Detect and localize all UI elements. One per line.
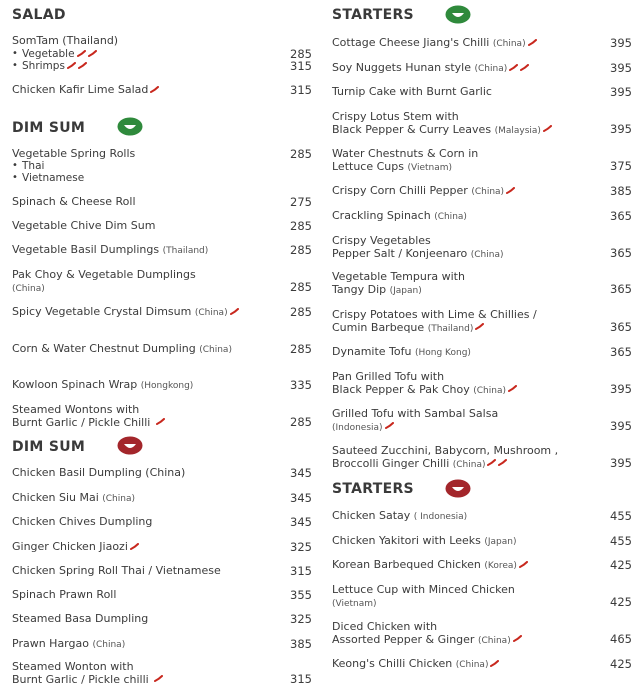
item-name xyxy=(332,510,467,524)
item-region: (Japan) xyxy=(484,537,517,547)
item-name-text: Kowloon Spinach Wrap xyxy=(12,378,138,391)
item-name xyxy=(332,86,492,99)
item-price: 365 xyxy=(610,246,632,260)
item-price: 385 xyxy=(610,184,632,198)
chilli-icon xyxy=(150,86,159,93)
item-region: (Hong Kong) xyxy=(414,348,471,358)
item-name xyxy=(12,269,196,295)
section-title-starters-nonveg: STARTERS xyxy=(332,481,414,497)
item-name-text: Pak Choy & Vegetable Dumplings xyxy=(12,268,196,281)
item-price: 395 xyxy=(610,122,632,136)
item-name xyxy=(332,185,515,199)
item-price: 275 xyxy=(290,195,312,209)
item-name-text: Steamed Wontons with xyxy=(12,403,140,416)
item-name-text-line2: Broccolli Ginger Chilli xyxy=(332,456,450,470)
item-price: 285 xyxy=(290,147,312,161)
item-name-text: Chicken Basil Dumpling (China) xyxy=(12,466,186,479)
item-name-text: Dynamite Tofu xyxy=(332,345,412,358)
item-name xyxy=(12,343,232,357)
item-name xyxy=(12,541,139,554)
item-name xyxy=(332,210,467,224)
item-name-text: Soy Nuggets Hunan style xyxy=(332,61,471,74)
item-price: 315 xyxy=(290,672,312,686)
item-price: 285 xyxy=(290,280,312,294)
item-price: 425 xyxy=(610,657,632,671)
item-price: 365 xyxy=(610,282,632,296)
item-price: 335 xyxy=(290,378,312,392)
item-name-text: Chicken Siu Mai xyxy=(12,491,99,504)
item-region: (China) xyxy=(473,385,506,396)
item-price: 395 xyxy=(610,61,632,75)
item-name xyxy=(12,613,148,626)
item-price: 385 xyxy=(290,637,312,651)
option-vegetable: • Vegetable xyxy=(12,48,97,60)
item-name-text-line2: Tangy Dip xyxy=(332,282,387,296)
chilli-icon xyxy=(498,459,507,466)
item-name-text-line2: Black Pepper & Curry Leaves xyxy=(332,122,492,136)
item-name-text-line2: Lettuce Cups xyxy=(332,159,404,173)
item-name-text: Water Chestnuts & Corn in xyxy=(332,147,479,160)
item-name xyxy=(12,244,208,258)
item-region: (Indonesia) xyxy=(332,422,383,433)
item-name-text: Korean Barbequed Chicken xyxy=(332,558,481,571)
item-price: 285 xyxy=(290,305,312,319)
item-name: Vegetable Spring Rolls xyxy=(12,147,136,160)
item-name xyxy=(332,309,537,335)
item-name-text: Crispy Vegetables xyxy=(332,234,431,247)
item-name-text: Spinach Prawn Roll xyxy=(12,588,117,601)
item-region: (Japan) xyxy=(389,285,422,296)
item-name-text: Vegetable Basil Dumplings xyxy=(12,243,160,256)
item-name-text: Prawn Hargao xyxy=(12,637,89,650)
item-name: SomTam (Thailand) xyxy=(12,34,119,47)
item-price: 365 xyxy=(610,345,632,359)
chilli-icon xyxy=(385,422,394,429)
item-name-text: Lettuce Cup with Minced Chicken xyxy=(332,583,515,596)
item-region: (China) xyxy=(199,345,232,355)
item-price: 285 xyxy=(290,243,312,257)
nonveg-face-icon xyxy=(445,479,471,498)
item-price: 395 xyxy=(610,382,632,396)
chilli-icon xyxy=(487,459,496,466)
item-name-text-line2: Pepper Salt / Konjeenaro xyxy=(332,246,468,260)
item-name-text: Turnip Cake with Burnt Garlic xyxy=(332,85,492,98)
item-region: (Korea) xyxy=(484,561,517,571)
item-name xyxy=(12,84,159,97)
item-region: (Malaysia) xyxy=(494,125,541,136)
nonveg-face-icon xyxy=(117,436,143,455)
item-name xyxy=(12,492,135,506)
item-name xyxy=(12,661,163,686)
item-name xyxy=(332,37,537,51)
item-name xyxy=(12,306,239,320)
item-price: 315 xyxy=(290,83,312,97)
item-name xyxy=(332,111,552,137)
item-name-text: Corn & Water Chestnut Dumpling xyxy=(12,342,196,355)
item-name-text: Ginger Chicken Jiaozi xyxy=(12,540,128,553)
chilli-icon xyxy=(156,418,165,425)
item-region: (China) xyxy=(92,640,126,650)
item-price: 425 xyxy=(610,558,632,572)
item-price: 455 xyxy=(610,509,632,523)
item-region: (China) xyxy=(471,187,505,197)
item-name xyxy=(332,658,499,672)
item-price: 285 xyxy=(290,219,312,233)
chilli-icon xyxy=(490,660,499,667)
item-name-text: Grilled Tofu with Sambal Salsa xyxy=(332,407,499,420)
item-name-text: Chicken Spring Roll Thai / Vietnamese xyxy=(12,564,221,577)
item-name-text: Crackling Spinach xyxy=(332,209,431,222)
chilli-icon xyxy=(513,635,522,642)
item-region: (China) xyxy=(455,660,489,670)
chilli-icon xyxy=(88,50,97,57)
item-name-text: Pan Grilled Tofu with xyxy=(332,370,445,383)
item-name-text: Diced Chicken with xyxy=(332,620,438,633)
item-region: (Thailand) xyxy=(427,323,474,334)
somtam-options xyxy=(12,48,97,72)
item-price: 375 xyxy=(610,159,632,173)
item-name-text: Keong's Chilli Chicken xyxy=(332,657,453,670)
item-name xyxy=(12,589,116,602)
chilli-icon xyxy=(508,385,517,392)
item-name xyxy=(332,559,528,573)
item-price: 425 xyxy=(610,595,632,609)
veg-face-icon xyxy=(117,117,143,136)
option-vietnamese: • Vietnamese xyxy=(12,172,84,184)
item-name xyxy=(12,467,185,480)
item-name-text: Crispy Potatoes with Lime & Chillies / xyxy=(332,308,537,321)
item-name-text: Chicken Satay xyxy=(332,509,411,522)
item-name xyxy=(332,346,471,360)
item-region: (Vietnam) xyxy=(332,598,377,609)
chilli-icon xyxy=(520,64,529,71)
item-region: (China) xyxy=(102,494,135,504)
spring-roll-options xyxy=(12,160,84,184)
section-title-salad: SALAD xyxy=(12,7,66,23)
item-name xyxy=(332,371,517,397)
item-region: (China) xyxy=(12,283,45,294)
item-name xyxy=(332,584,515,610)
item-name-text: Chicken Yakitori with Leeks xyxy=(332,534,481,547)
item-name-text-line2: Cumin Barbeque xyxy=(332,320,425,334)
item-name xyxy=(332,445,558,471)
item-region: ( Indonesia) xyxy=(413,512,468,522)
item-name-text: Sauteed Zucchini, Babycorn, Mushroom , xyxy=(332,444,559,457)
option-shrimps: • Shrimps xyxy=(12,60,97,72)
item-name-text-line2: Burnt Garlic / Pickle Chilli xyxy=(12,415,151,429)
item-region: (China) xyxy=(194,308,228,318)
item-name-text-line2: Black Pepper & Pak Choy xyxy=(332,382,470,396)
item-price: 365 xyxy=(610,209,632,223)
chilli-icon xyxy=(506,187,515,194)
chilli-icon xyxy=(475,323,484,330)
chilli-icon xyxy=(528,39,537,46)
item-region: (China) xyxy=(470,249,504,260)
item-price: 345 xyxy=(290,491,312,505)
item-price: 395 xyxy=(610,456,632,470)
chilli-icon xyxy=(130,543,139,550)
item-region: (Vietnam) xyxy=(407,162,453,173)
item-price: 365 xyxy=(610,320,632,334)
item-price: 465 xyxy=(610,632,632,646)
item-name xyxy=(332,535,517,549)
item-name xyxy=(332,62,529,76)
item-name xyxy=(12,196,136,209)
item-price: 455 xyxy=(610,534,632,548)
item-name-text: Spinach & Cheese Roll xyxy=(12,195,136,208)
item-name xyxy=(332,271,465,297)
section-title-dimsum-veg: DIM SUM xyxy=(12,120,86,136)
item-name-text: Vegetable Chive Dim Sum xyxy=(12,219,156,232)
item-region: (China) xyxy=(474,64,508,74)
item-region: (China) xyxy=(492,39,526,49)
chilli-icon xyxy=(519,561,528,568)
item-name-text: Steamed Basa Dumpling xyxy=(12,612,149,625)
item-price: 315 xyxy=(290,59,312,73)
item-price: 325 xyxy=(290,612,312,626)
chilli-icon xyxy=(543,125,552,132)
item-name-text: Chicken Kafir Lime Salad xyxy=(12,83,149,96)
item-price: 395 xyxy=(610,419,632,433)
item-name xyxy=(332,621,522,647)
item-region: (China) xyxy=(452,459,486,470)
item-price: 315 xyxy=(290,564,312,578)
chilli-icon xyxy=(154,675,163,682)
chilli-icon xyxy=(509,64,518,71)
item-name-text: Chicken Chives Dumpling xyxy=(12,515,153,528)
item-name xyxy=(12,516,152,529)
item-name-text: Crispy Corn Chilli Pepper xyxy=(332,184,468,197)
item-price: 285 xyxy=(290,415,312,429)
item-price: 325 xyxy=(290,540,312,554)
chilli-icon xyxy=(77,50,86,57)
item-price: 285 xyxy=(290,342,312,356)
section-title-dimsum-nonveg: DIM SUM xyxy=(12,439,86,455)
item-name xyxy=(12,565,221,578)
option-thai: • Thai xyxy=(12,160,84,172)
item-region: (China) xyxy=(477,635,511,646)
item-name-text: Vegetable Tempura with xyxy=(332,270,465,283)
item-region: (Hongkong) xyxy=(140,381,194,391)
item-price: 395 xyxy=(610,36,632,50)
veg-face-icon xyxy=(445,5,471,24)
item-price: 345 xyxy=(290,466,312,480)
chilli-icon xyxy=(67,62,76,69)
item-region: (Thailand) xyxy=(162,246,209,256)
chilli-icon xyxy=(230,308,239,315)
item-name-text: Steamed Wonton with xyxy=(12,660,134,673)
item-name-text: Cottage Cheese Jiang's Chilli xyxy=(332,36,490,49)
item-region: (China) xyxy=(434,212,467,222)
item-name-text-line2: Assorted Pepper & Ginger xyxy=(332,632,475,646)
item-price: 345 xyxy=(290,515,312,529)
item-price: 285 xyxy=(290,47,312,61)
item-price: 395 xyxy=(610,85,632,99)
item-name xyxy=(332,148,478,174)
item-price: 355 xyxy=(290,588,312,602)
item-name xyxy=(12,220,155,233)
item-name-text-line2: Burnt Garlic / Pickle chilli xyxy=(12,672,149,686)
item-name-text: Spicy Vegetable Crystal Dimsum xyxy=(12,305,192,318)
item-name xyxy=(12,379,193,393)
section-title-starters-veg: STARTERS xyxy=(332,7,414,23)
item-name xyxy=(332,408,498,434)
item-name xyxy=(12,404,165,429)
item-name xyxy=(12,638,125,652)
item-name-text: Crispy Lotus Stem with xyxy=(332,110,459,123)
item-name xyxy=(332,235,503,261)
chilli-icon xyxy=(78,62,87,69)
